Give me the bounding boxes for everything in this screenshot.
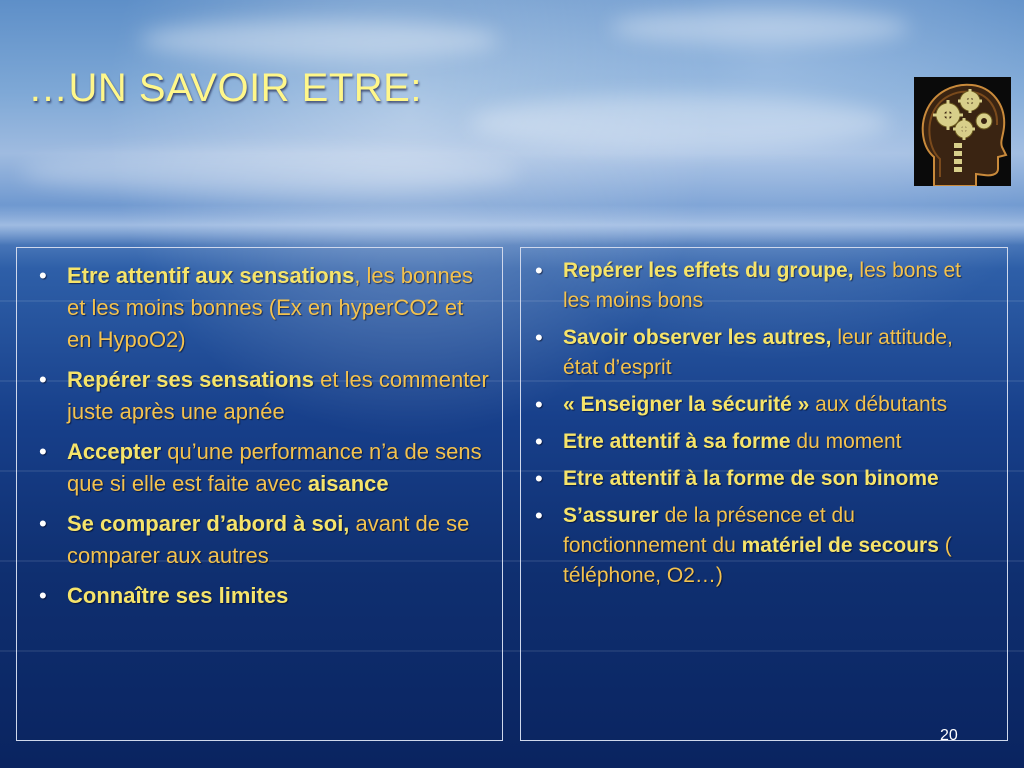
list-item xyxy=(39,508,492,572)
item-text: aux débutants xyxy=(809,393,948,416)
bullet-icon: • xyxy=(39,439,47,464)
right-content-box xyxy=(520,247,1008,741)
bullet-icon: • xyxy=(535,392,543,417)
bullet-icon: • xyxy=(39,367,47,392)
bullet-icon: • xyxy=(39,511,47,536)
item-text: les bons et les moins bons xyxy=(563,259,961,312)
list-item xyxy=(535,464,993,494)
slide-title: …UN SAVOIR ETRE: xyxy=(28,66,422,110)
item-emphasis-2: aisance xyxy=(307,471,389,496)
bullet-icon: • xyxy=(535,258,543,283)
item-text: de la présence et du fonctionnement du xyxy=(563,504,855,557)
horizon-glow xyxy=(0,205,1024,245)
bullet-icon: • xyxy=(535,325,543,350)
list-item xyxy=(535,501,993,591)
list-item xyxy=(39,580,492,612)
item-emphasis: Repérer les effets du groupe, xyxy=(563,259,854,282)
list-item xyxy=(39,364,492,428)
left-bullet-list xyxy=(17,248,502,612)
bullet-icon: • xyxy=(535,429,543,454)
item-text: qu’une performance n’a de sens que si elle est faite avec xyxy=(67,439,482,496)
item-emphasis: Repérer ses sensations xyxy=(67,367,315,392)
right-bullet-list xyxy=(521,248,1007,591)
list-item xyxy=(535,256,993,316)
page-number: 20 xyxy=(940,727,958,744)
cloud-decoration xyxy=(610,10,910,45)
bullet-icon: • xyxy=(535,466,543,491)
bullet-icon: • xyxy=(39,583,47,608)
item-emphasis: Etre attentif à la forme de son binome xyxy=(563,467,939,490)
cloud-decoration xyxy=(20,150,520,195)
bullet-icon: • xyxy=(535,503,543,528)
item-text-2: ( téléphone, O2…) xyxy=(563,534,952,587)
head-gears-icon xyxy=(914,77,1011,186)
bullet-icon: • xyxy=(39,263,47,288)
list-item xyxy=(535,390,993,420)
item-emphasis: S’assurer xyxy=(563,504,659,527)
cloud-decoration xyxy=(470,95,890,150)
item-emphasis: Savoir observer les autres, xyxy=(563,326,832,349)
list-item xyxy=(535,427,993,457)
item-emphasis: Connaître ses limites xyxy=(67,583,289,608)
item-text: avant de se comparer aux autres xyxy=(67,511,470,568)
item-emphasis: « Enseigner la sécurité » xyxy=(563,393,810,416)
left-content-box xyxy=(16,247,503,741)
list-item xyxy=(39,260,492,356)
item-text: et les commenter juste après une apnée xyxy=(67,367,489,424)
item-emphasis: Se comparer d’abord à soi, xyxy=(67,511,350,536)
list-item xyxy=(535,323,993,383)
item-emphasis: Etre attentif à sa forme xyxy=(563,430,791,453)
cloud-decoration xyxy=(140,20,500,60)
item-emphasis: Accepter xyxy=(67,439,162,464)
item-emphasis: Etre attentif aux sensations xyxy=(67,263,355,288)
item-text: , les bonnes et les moins bonnes (Ex en hyperCO2 et en HypoO2) xyxy=(67,263,473,352)
item-text: leur attitude, état d’esprit xyxy=(563,326,953,379)
list-item xyxy=(39,436,492,500)
item-emphasis-2: matériel de secours xyxy=(741,534,939,557)
item-text: du moment xyxy=(790,430,902,453)
